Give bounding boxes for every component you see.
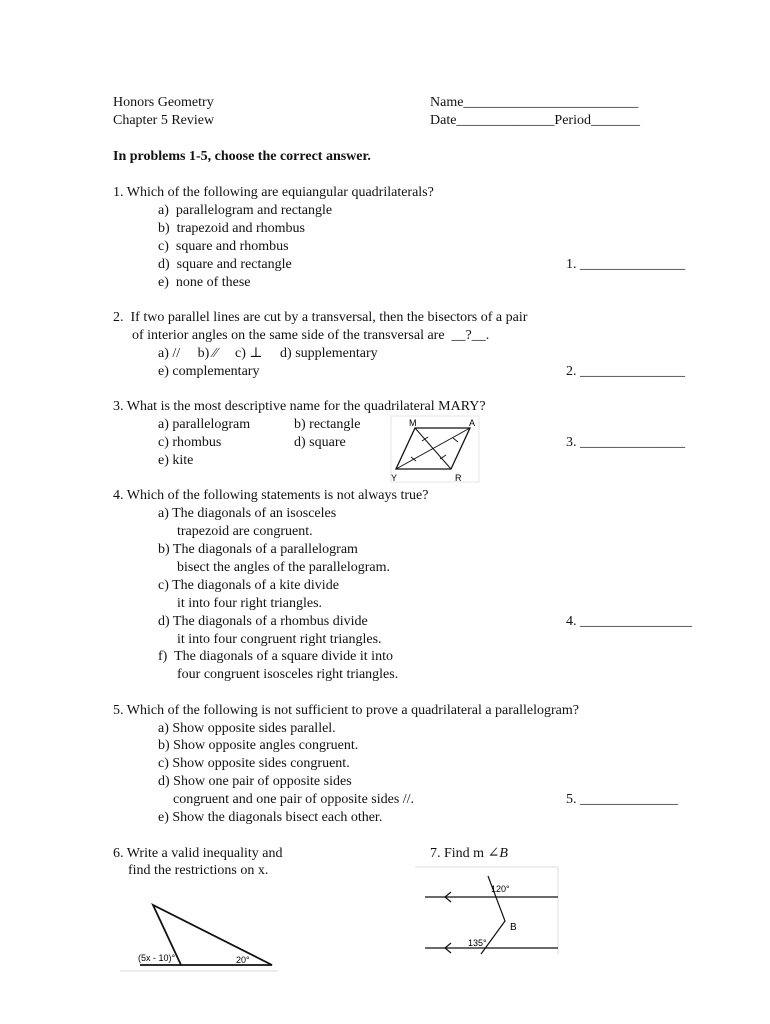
q3-answer-line[interactable]: 3. _______________ [566, 435, 685, 450]
q3-figure-frame [391, 416, 479, 482]
q4-option-f: f) The diagonals of a square divide it into [158, 649, 393, 664]
q7-prompt [430, 845, 508, 863]
q3-label-m: M [409, 418, 417, 428]
q1-option-d: d) square and rectangle [158, 257, 292, 272]
instructions: In problems 1-5, choose the correct answer. [113, 149, 371, 164]
q4-option-f-cont: four congruent isosceles right triangles. [177, 667, 399, 682]
q3-option-a: a) parallelogram [158, 417, 251, 432]
q3-option-e: e) kite [158, 453, 194, 468]
q3-option-b: b) rectangle [294, 417, 361, 432]
q5-option-e: e) Show the diagonals bisect each other. [158, 810, 383, 825]
q2-option-e: e) complementary [158, 364, 260, 379]
q1-option-c: c) square and rhombus [158, 239, 289, 254]
q4-option-c: c) The diagonals of a kite divide [158, 578, 339, 593]
q3-figure-mary [385, 414, 485, 488]
q3-label-r: R [455, 473, 462, 483]
q7-angle-var: B [499, 846, 508, 861]
q4-option-c-cont: it into four right triangles. [177, 596, 323, 611]
q3-label-y: Y [391, 473, 398, 483]
q5-question: 5. Which of the following is not sufficient to prove a quadrilateral a parallelogram? [113, 703, 579, 718]
q3-option-d: d) square [294, 435, 346, 450]
q4-option-b: b) The diagonals of a parallelogram [158, 542, 358, 557]
q1-answer-line[interactable]: 1. _______________ [566, 257, 685, 272]
q3-option-c: c) rhombus [158, 435, 222, 450]
q2-line2: of interior angles on the same side of the transversal are __?__. [132, 328, 490, 343]
q1-question: 1. Which of the following are equiangular quadrilaterals? [113, 185, 434, 200]
q3-diagonal-ay [396, 428, 470, 469]
q4-option-a: a) The diagonals of an isosceles [158, 506, 337, 521]
date-period-field[interactable]: Date______________Period_______ [430, 113, 640, 128]
q4-option-d-cont: it into four congruent right triangles. [177, 632, 382, 647]
q2-options-row: a) // b) ∕∕ c) ⊥ d) supplementary [158, 346, 378, 361]
q1-option-b: b) trapezoid and rhombus [158, 221, 305, 236]
q6-line2: find the restrictions on x. [128, 863, 269, 878]
q4-option-b-cont: bisect the angles of the parallelogram. [177, 560, 391, 575]
q2-line1: 2. If two parallel lines are cut by a transversal, then the bisectors of a pair [113, 310, 528, 325]
q1-option-e: e) none of these [158, 275, 251, 290]
q5-answer-line[interactable]: 5. ______________ [566, 792, 678, 807]
q5-option-c: c) Show opposite sides congruent. [158, 756, 350, 771]
q5-option-a: a) Show opposite sides parallel. [158, 721, 336, 736]
q7-angle-120: 120° [491, 884, 510, 894]
course-title: Honors Geometry [113, 95, 214, 110]
name-field[interactable]: Name_________________________ [430, 95, 639, 110]
q5-option-d-cont: congruent and one pair of opposite sides //. [173, 792, 415, 807]
q7-parallel-lines-figure [413, 864, 563, 959]
q3-tick-marks [411, 437, 458, 461]
q6-angle-exterior: (5x - 10)° [138, 953, 176, 963]
q7-prompt-prefix: 7. Find m [430, 846, 488, 861]
q1-option-a: a) parallelogram and rectangle [158, 203, 333, 218]
q3-question: 3. What is the most descriptive name for the quadrilateral MARY? [113, 399, 486, 414]
q5-option-d: d) Show one pair of opposite sides [158, 774, 352, 789]
q4-option-d: d) The diagonals of a rhombus divide [158, 614, 368, 629]
q4-question: 4. Which of the following statements is not always true? [113, 488, 429, 503]
chapter-title: Chapter 5 Review [113, 113, 215, 128]
q7-angle-135: 135° [468, 938, 487, 948]
q6-angle-20: 20° [236, 955, 250, 965]
q7-vertex-b: B [510, 922, 517, 933]
q3-label-a: A [469, 418, 476, 428]
angle-symbol-icon: ∠ [487, 846, 500, 861]
q5-option-b: b) Show opposite angles congruent. [158, 738, 359, 753]
q2-answer-line[interactable]: 2. _______________ [566, 364, 685, 379]
q4-option-a-cont: trapezoid are congruent. [177, 524, 313, 539]
q6-triangle-figure [118, 895, 283, 975]
q6-line1: 6. Write a valid inequality and [113, 846, 283, 861]
q4-answer-line[interactable]: 4. ________________ [566, 614, 692, 629]
